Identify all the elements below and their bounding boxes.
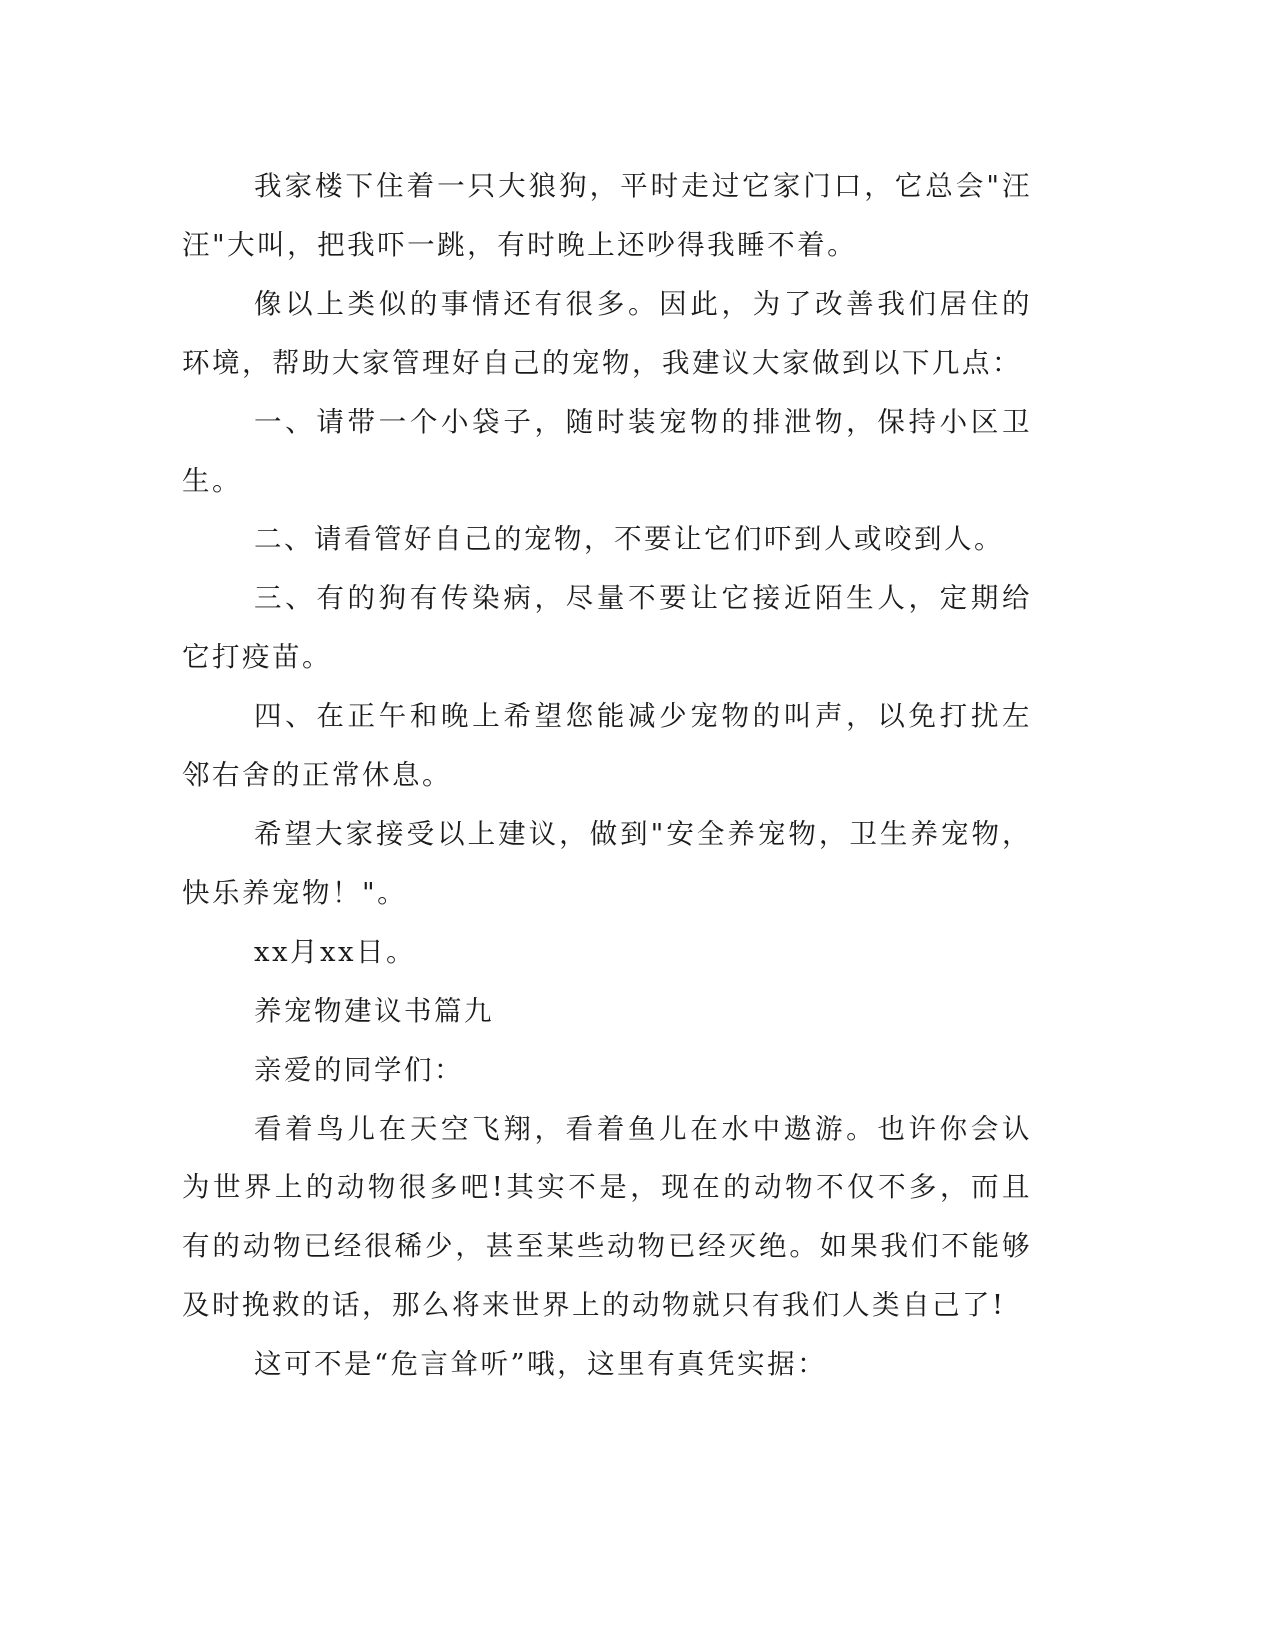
paragraph-suggestion-3: 三、有的狗有传染病，尽量不要让它接近陌生人，定期给它打疫苗。	[182, 582, 1032, 674]
paragraph-salutation: 亲爱的同学们：	[254, 1053, 464, 1086]
paragraph-dog-downstairs: 我家楼下住着一只大狼狗，平时走过它家门口，它总会"汪汪"大叫，把我吓一跳，有时晚上还吵得我睡不着。	[182, 170, 1032, 261]
paragraph-evidence: 这可不是“危言耸听”哦，这里有真凭实据：	[254, 1348, 828, 1381]
paragraph-closing-hope: 希望大家接受以上建议，做到"安全养宠物，卫生养宠物，快乐养宠物！"。	[182, 817, 1032, 909]
paragraph-date: xx月xx日。	[254, 935, 417, 968]
paragraph-animals: 看着鸟儿在天空飞翔，看着鱼儿在水中遨游。也许你会认为世界上的动物很多吧!其实不是，现在的动物不仅不多，而且有的动物已经很稀少，甚至某些动物已经灭绝。如果我们不能够及时挽救的话，那么将来世界上的动物就只有我们人类自己了!	[182, 1112, 1032, 1322]
paragraph-suggestion-4: 四、在正午和晚上希望您能减少宠物的叫声，以免打扰左邻右舍的正常休息。	[182, 700, 1032, 792]
paragraph-suggestions-intro: 像以上类似的事情还有很多。因此，为了改善我们居住的环境，帮助大家管理好自己的宠物，我建议大家做到以下几点：	[182, 287, 1032, 379]
document-body	[182, 157, 1032, 1394]
paragraph-suggestion-2: 二、请看管好自己的宠物，不要让它们吓到人或咬到人。	[254, 523, 1004, 556]
paragraph-suggestion-1: 一、请带一个小袋子，随时装宠物的排泄物，保持小区卫生。	[182, 405, 1032, 497]
section-heading: 养宠物建议书篇九	[254, 994, 494, 1027]
